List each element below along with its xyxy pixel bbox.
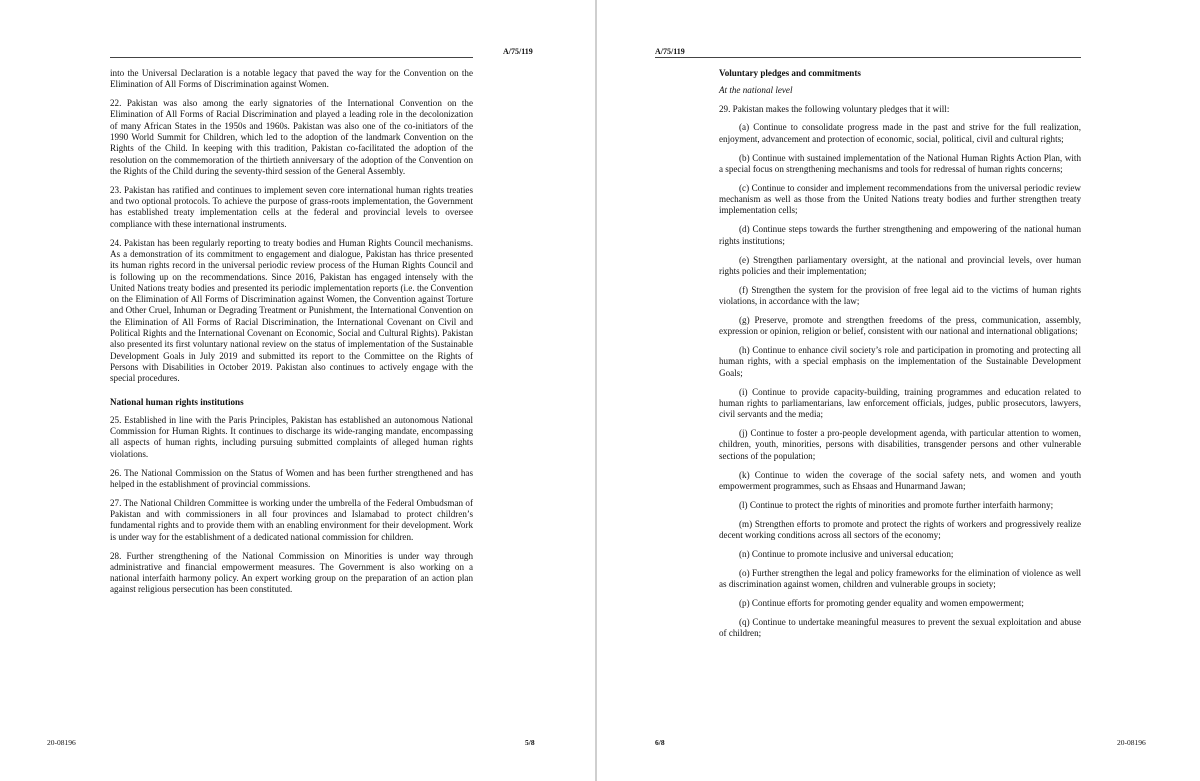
pledge-item: (f) Strengthen the system for the provision of free legal aid to the victims of human rights violations, in accordance with the law; xyxy=(719,284,1081,307)
footer-page-number: 5/8 xyxy=(525,738,535,747)
pledge-item: (n) Continue to promote inclusive and universal education; xyxy=(739,548,954,559)
pledge-item: (o) Further strengthen the legal and policy frameworks for the elimination of violence as well as discrimination against women, children and vulnerable groups in society; xyxy=(719,567,1081,589)
pledge-item: (k) Continue to widen the coverage of the social safety nets, and women and youth empowerment programmes, such as Ehsaas and Hunarmand Jawan; xyxy=(719,469,1081,491)
pledge-item: (a) Continue to consolidate progress made in the past and strive for the full realization, enjoyment, advancement and protection of economic, social, political, civil and cultural rights; xyxy=(719,122,1081,144)
document-page-right xyxy=(597,0,1200,781)
document-page-left xyxy=(0,0,595,781)
footer-page-number: 6/8 xyxy=(655,738,665,747)
paragraph-25: 25. Established in line with the Paris Principles, Pakistan has established an autonomous National Commission for Human Rights. It continues to discharge its wide-ranging mandate, encompassing all aspects of human rights, including pursuing submitted complaints of alleged human rights violations. xyxy=(110,414,473,459)
document-symbol: A/75/119 xyxy=(655,47,685,56)
pledge-item: (q) Continue to undertake meaningful measures to prevent the sexual exploitation and abuse of children; xyxy=(719,616,1081,639)
paragraph-28: 28. Further strengthening of the National Commission on Minorities is under way through administrative and financial empowerment measures. The Government is also working on a national interfaith harmony policy. An expert working group on the preparation of an action plan against religious persecution has been constituted. xyxy=(110,550,473,595)
footer-document-code: 20-08196 xyxy=(1117,738,1146,747)
pledge-item: (j) Continue to foster a pro-people development agenda, with particular attention to women, children, youth, minorities, persons with disabilities, transgender persons and other vulnerable sections of the population; xyxy=(719,428,1081,461)
paragraph-continued: into the Universal Declaration is a notable legacy that paved the way for the Convention on the Elimination of All Forms of Discrimination against Women. xyxy=(110,68,473,90)
pledge-item: (l) Continue to protect the rights of minorities and promote further interfaith harmony; xyxy=(739,499,1054,510)
pledge-item: (c) Continue to consider and implement recommendations from the universal periodic review mechanism as well as those from the United Nations treaty bodies and further strengthen treaty implementation cells; xyxy=(719,182,1081,216)
section-subheading: At the national level xyxy=(719,85,793,96)
section-heading: Voluntary pledges and commitments xyxy=(719,68,861,78)
section-heading: National human rights institutions xyxy=(110,396,244,407)
paragraph-26: 26. The National Commission on the Status of Women and has been further strengthened and has helped in the establishment of provincial commissions. xyxy=(110,467,473,489)
page-body xyxy=(719,68,1081,647)
page-body xyxy=(110,68,473,603)
header-rule xyxy=(655,57,1081,58)
paragraph-24: 24. Pakistan has been regularly reporting to treaty bodies and Human Rights Council mechanisms. As a demonstration of its commitment to engagement and dialogue, Pakistan has thrice presented its human rights record in the universal periodic review process of the Human Rights Council and is following up on the recommendations. Since 2016, Pakistan has engaged intensely with the United Nations treaty bodies and presented its periodic implementation reports (i.e. the Convention on the Elimination of All Forms of Discrimination against Women, the Convention against Torture and Other Cruel, Inhuman or Degrading Treatment or Punishment, the International Convention on the Elimination of All Forms of Racial Discrimination, the International Covenant on Civil and Political Rights and the International Covenant on Economic, Social and Cultural Rights). Pakistan also presented its first voluntary national review on the status of implementation of the Sustainable Development Goals in July 2019 and submitted its report to the Committee on the Rights of Persons with Disabilities in October 2019. Pakistan also continues to actively engage with the special procedures. xyxy=(110,237,473,384)
paragraph-22: 22. Pakistan was also among the early signatories of the International Convention on the Elimination of All Forms of Racial Discrimination and played a leading role in the decolonization of many African States in the 1950s and 1960s. Pakistan was also one of the co-initiators of the 1990 World Summit for Children, which led to the adoption of the landmark Convention on the Rights of the Child. In keeping with this tradition, Pakistan co-facilitated the adoption of the resolution on the commemoration of the thirtieth anniversary of the adoption of the Convention on the Rights of the Child during the seventy-third session of the General Assembly. xyxy=(110,98,473,176)
paragraph-23: 23. Pakistan has ratified and continues to implement seven core international human rights treaties and two optional protocols. To achieve the purpose of grass-roots implementation, the Government has established treaty implementation cells at the federal and provincial levels to oversee compliance with these international instruments. xyxy=(110,184,473,229)
document-symbol: A/75/119 xyxy=(503,47,533,56)
footer-document-code: 20-08196 xyxy=(47,738,76,747)
pledge-item: (h) Continue to enhance civil society’s role and participation in promoting and protecting all human rights, with a special emphasis on the implementation of the Sustainable Development Goals; xyxy=(719,345,1081,378)
pledge-item: (b) Continue with sustained implementation of the National Human Rights Action Plan, with a special focus on strengthening mechanisms and tools for redressal of human rights concerns; xyxy=(719,152,1081,174)
pledge-item: (g) Preserve, promote and strengthen freedoms of the press, communication, assembly, expression or opinion, religion or belief, consistent with our national and international obligations; xyxy=(719,314,1081,337)
pledge-item: (m) Strengthen efforts to promote and protect the rights of workers and progressively realize decent working conditions across all sectors of the economy; xyxy=(719,518,1081,540)
paragraph-29: 29. Pakistan makes the following voluntary pledges that it will: xyxy=(719,103,950,114)
pledge-item: (p) Continue efforts for promoting gender equality and women empowerment; xyxy=(739,597,1024,608)
pledge-item: (d) Continue steps towards the further strengthening and empowering of the national human rights institutions; xyxy=(719,224,1081,246)
pledge-item: (i) Continue to provide capacity-building, training programmes and education related to human rights to parliamentarians, law enforcement officials, judges, public prosecutors, lawyers, civil servants and the media; xyxy=(719,386,1081,420)
header-rule xyxy=(110,57,473,58)
pledge-item: (e) Strengthen parliamentary oversight, at the national and provincial levels, over human rights policies and their implementation; xyxy=(719,254,1081,276)
paragraph-27: 27. The National Children Committee is working under the umbrella of the Federal Ombudsman of Pakistan and with commissioners in all four provinces and Islamabad to protect children’s fundamental rights and to provide them with an enabling environment for their development. Work is under way for the establishment of a dedicated national commission for children. xyxy=(110,497,473,542)
